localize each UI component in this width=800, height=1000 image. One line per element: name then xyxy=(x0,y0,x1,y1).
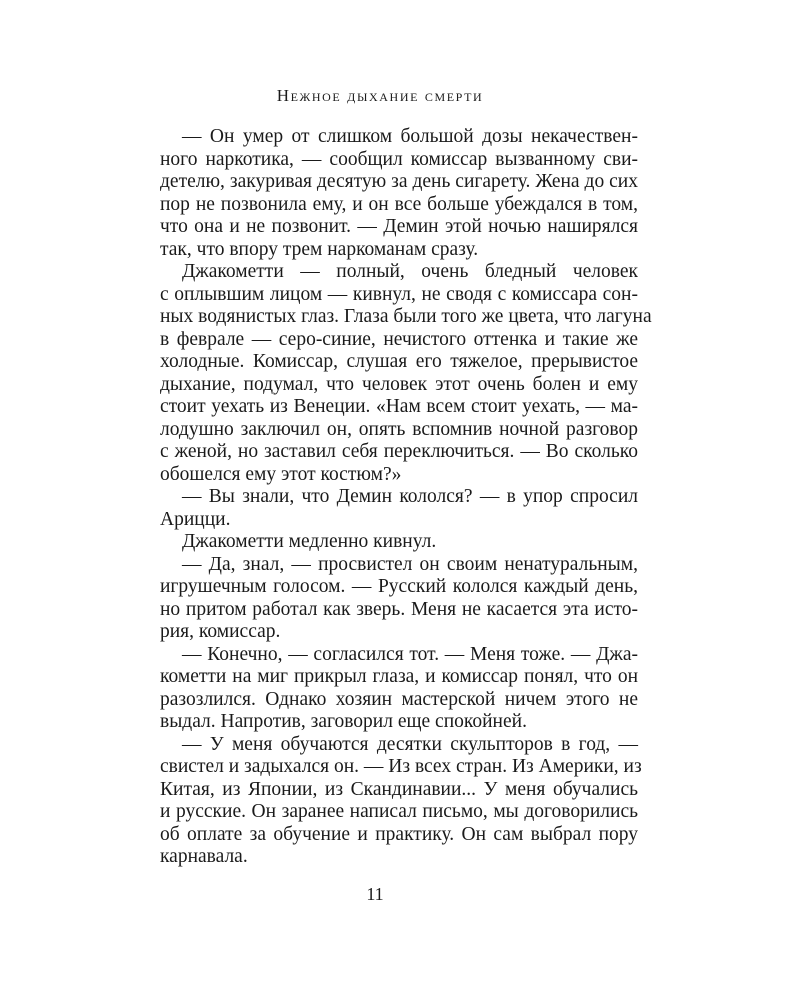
text-line: выдал. Напротив, заговорил еще спокойней. xyxy=(160,711,527,732)
text-line: — Вы знали, что Демин кололся? — в упор спросил xyxy=(182,486,638,507)
text-line: Китая, из Японии, из Скандинавии... У меня обучались xyxy=(160,778,638,800)
text-line: — Да, знал, — просвистел он своим ненатуральным, xyxy=(182,553,638,575)
text-line: но притом работал как зверь. Меня не касается эта исто- xyxy=(160,598,638,620)
text-line: Джакометти медленно кивнул. xyxy=(182,531,437,552)
text-line: кометти на миг прикрыл глаза, и комиссар понял, что он xyxy=(160,666,638,687)
text-line: карнавала. xyxy=(160,846,248,867)
text-line: игрушечным голосом. — Русский кололся каждый день, xyxy=(160,576,638,597)
text-line: разозлился. Однако хозяин мастерской ничем этого не xyxy=(160,688,638,710)
text-line: холодные. Комиссар, слушая его тяжелое, прерывистое xyxy=(160,351,638,372)
text-line: и русские. Он заранее написал письмо, мы договорились xyxy=(160,801,638,822)
text-line: ного наркотика, — сообщил комиссар вызванному сви- xyxy=(160,148,638,170)
text-line: что она и не позвонит. — Демин этой ночью наширялся xyxy=(160,216,638,237)
text-line: с оплывшим лицом — кивнул, не сводя с комиссара сон- xyxy=(160,283,638,305)
text-line: с женой, но заставил себя переключиться. — Во сколько xyxy=(160,441,638,462)
page-number: 11 xyxy=(366,884,384,904)
text-line: так, что впору трем наркоманам сразу. xyxy=(160,238,479,260)
text-line: рия, комиссар. xyxy=(160,621,281,642)
text-line: стоит уехать из Венеции. «Нам всем стоит уехать, — ма- xyxy=(160,396,638,417)
text-line: — Он умер от слишком большой дозы некачествен- xyxy=(182,126,638,147)
text-line: в феврале — серо-синие, нечистого оттенка и такие же xyxy=(160,328,638,350)
text-line: пор не позвонила ему, и он все больше убеждался в том, xyxy=(160,193,638,215)
text-line: дыхание, подумал, что человек этот очень болен и ему xyxy=(160,373,638,395)
text-line: обошелся ему этот костюм?» xyxy=(160,463,402,485)
text-line: Джакометти — полный, очень бледный человек xyxy=(182,261,638,282)
body-text xyxy=(160,126,652,869)
text-line: детелю, закуривая десятую за день сигарету. Жена до сих xyxy=(160,171,638,192)
text-line: — У меня обучаются десятки скульпторов в год, — xyxy=(182,733,638,755)
text-line: об оплате за обучение и практику. Он сам выбрал пору xyxy=(160,823,638,845)
text-line: лодушно заключил он, опять вспомнив ночной разговор xyxy=(160,418,638,440)
text-line: ных водянистых глаз. Глаза были того же цвета, что лагуна xyxy=(160,306,652,327)
running-title: Нежное дыхание смерти xyxy=(276,86,484,105)
text-line: — Конечно, — согласился тот. — Меня тоже. — Джа- xyxy=(182,643,638,665)
text-line: свистел и задыхался он. — Из всех стран. Из Америки, из xyxy=(160,756,642,777)
text-line: Арицци. xyxy=(160,508,231,530)
